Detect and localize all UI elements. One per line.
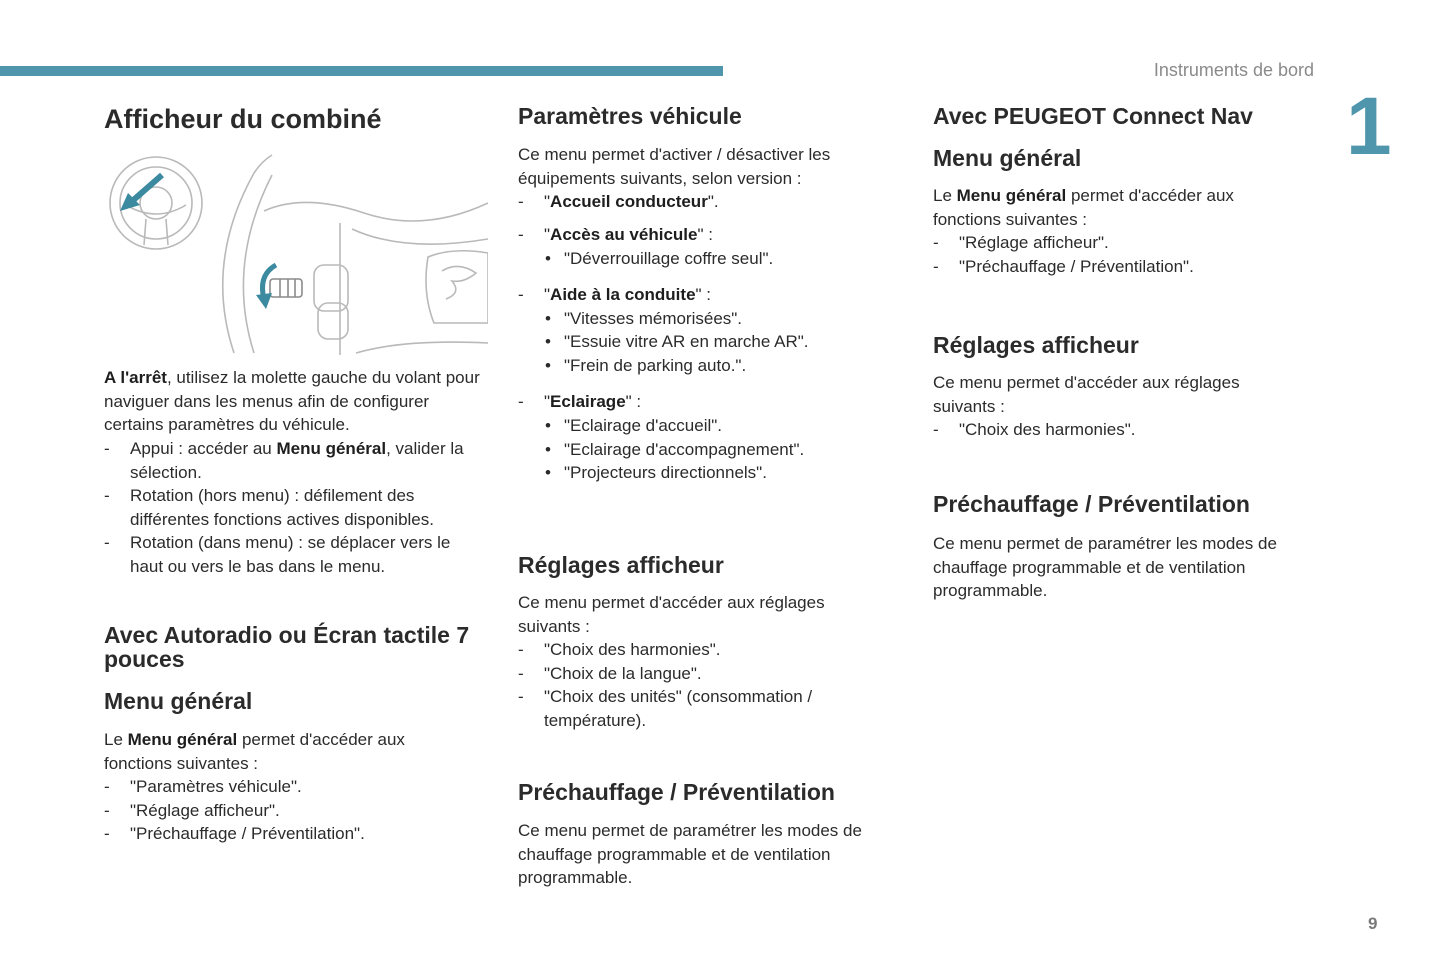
- list-item: - Appui : accéder au Menu général, valider la sélection.: [104, 437, 484, 484]
- prechauffage-text: Ce menu permet de paramétrer les modes de chauffage programmable et de ventilation programmable.: [518, 821, 862, 888]
- list-item: - "Accueil conducteur".: [518, 190, 719, 214]
- reglages-intro: Ce menu permet d'accéder aux réglages suivants :: [518, 593, 825, 636]
- title-reglages-afficheur: Réglages afficheur: [518, 552, 724, 578]
- list-item: - "Choix de la langue".: [518, 662, 702, 686]
- sub-list-item: • "Frein de parking auto.".: [518, 354, 746, 378]
- prechauffage-text: Ce menu permet de paramétrer les modes de chauffage programmable et de ventilation programmable.: [933, 534, 1277, 601]
- list-item: - "Préchauffage / Préventilation".: [104, 822, 365, 846]
- list-item: - "Réglage afficheur".: [933, 231, 1109, 255]
- header-accent-bar: [0, 66, 723, 76]
- chapter-number: 1: [1346, 81, 1392, 172]
- sub-list-item: • "Eclairage d'accompagnement".: [518, 438, 804, 462]
- sub-list-item: • "Essuie vitre AR en marche AR".: [518, 330, 809, 354]
- list-item: - "Réglage afficheur".: [104, 799, 280, 823]
- list-item: - "Accès au véhicule" :: [518, 223, 713, 247]
- sub-list-item: • "Projecteurs directionnels".: [518, 461, 767, 485]
- section-title: Instruments de bord: [1153, 60, 1314, 80]
- intro-paragraph: A l'arrêt, utilisez la molette gauche du volant pour naviguer dans les menus afin de configurer certains paramètres du véhicule.: [104, 368, 480, 435]
- title-prechauffage: Préchauffage / Préventilation: [518, 779, 835, 805]
- menu-intro: Le Menu général permet d'accéder aux fonctions suivantes :: [104, 730, 405, 773]
- reglages-intro: Ce menu permet d'accéder aux réglages suivants :: [933, 373, 1240, 416]
- title-parametres-vehicule: Paramètres véhicule: [518, 103, 742, 129]
- title-afficheur-combine: Afficheur du combiné: [104, 104, 382, 134]
- menu-intro: Le Menu général permet d'accéder aux fonctions suivantes :: [933, 186, 1234, 229]
- list-item: - Rotation (dans menu) : se déplacer vers le haut ou vers le bas dans le menu.: [104, 531, 484, 578]
- list-item: - "Choix des harmonies".: [933, 418, 1135, 442]
- page-number: 9: [1368, 914, 1378, 933]
- title-connect-nav: Avec PEUGEOT Connect Nav: [933, 103, 1253, 129]
- sub-list-item: • "Vitesses mémorisées".: [518, 307, 742, 331]
- title-menu-general: Menu général: [104, 688, 253, 714]
- list-item: - "Aide à la conduite" :: [518, 283, 711, 307]
- list-item: - "Choix des harmonies".: [518, 638, 720, 662]
- sub-list-item: • "Déverrouillage coffre seul".: [518, 247, 773, 271]
- list-item: - "Eclairage" :: [518, 390, 641, 414]
- list-item: - "Préchauffage / Préventilation".: [933, 255, 1194, 279]
- title-autoradio: Avec Autoradio ou Écran tactile 7 pouces: [104, 622, 470, 672]
- steering-wheel-illustration: [104, 153, 488, 355]
- title-menu-general: Menu général: [933, 145, 1082, 171]
- param-intro: Ce menu permet d'activer / désactiver les équipements suivants, selon version :: [518, 145, 831, 188]
- sub-list-item: • "Eclairage d'accueil".: [518, 414, 722, 438]
- title-reglages-afficheur: Réglages afficheur: [933, 332, 1139, 358]
- list-item: - Rotation (hors menu) : défilement des différentes fonctions actives disponibles.: [104, 484, 484, 531]
- title-prechauffage: Préchauffage / Préventilation: [933, 491, 1250, 517]
- list-item: - "Choix des unités" (consommation / température).: [518, 685, 844, 732]
- list-item: - "Paramètres véhicule".: [104, 775, 302, 799]
